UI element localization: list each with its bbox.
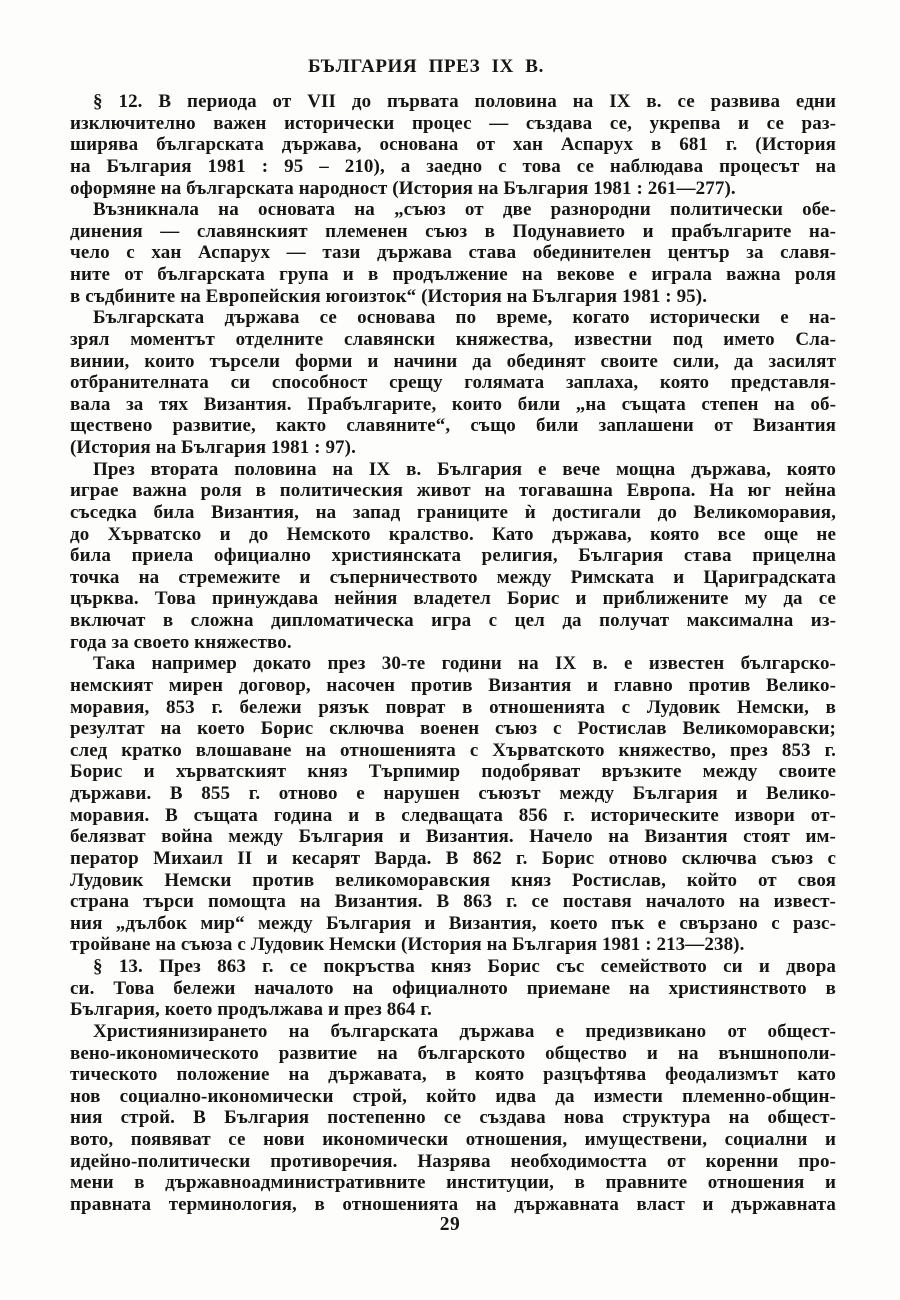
text-line: Борис и хърватският княз Търпимир подобряват връзките между своите: [70, 761, 836, 783]
paragraph: [70, 653, 836, 956]
text-line: ния строй. В България постепенно се създава нова структура на общест-: [70, 1107, 836, 1129]
text-line: Християнизирането на българската държава е предизвикано от общест-: [93, 1020, 836, 1042]
text-line: съседка била Византия, на запад границите ѝ достигали до Великоморавия,: [70, 501, 836, 523]
paragraph: [70, 1021, 836, 1216]
text-line: года за своето княжество.: [70, 631, 292, 653]
text-line: ширява българската държава, основана от хан Аспарух в 681 г. (История: [70, 134, 836, 156]
text-line: мени в държавноадминистративните институции, в правните отношения и: [70, 1172, 836, 1194]
text-line: Възникнала на основата на „съюз от две разнородни политически обе-: [93, 199, 836, 221]
text-line: до Хърватско и до Немското кралство. Като държава, която все още не: [70, 523, 836, 545]
text-line: отбранителната си способност срещу голямата заплаха, която представля-: [70, 372, 836, 394]
text-line: църква. Това принуждава нейния владетел Борис и приближените му да се: [70, 588, 836, 610]
text-line: моравия, 853 г. бележи рязък поврат в отношенията с Лудовик Немски, в: [70, 696, 836, 718]
text-line: (История на България 1981 : 97).: [70, 437, 356, 458]
text-line: зрял моментът отделните славянски княжества, известни под името Сла-: [70, 328, 836, 350]
text-line: немският мирен договор, насочен против Византия и главно против Велико-: [70, 674, 836, 696]
paragraph: [70, 91, 836, 199]
text-line: § 12. В периода от VII до първата половина на IX в. се развива едни: [93, 91, 836, 112]
text-line: в съдбините на Европейския югоизток“ (История на България 1981 : 95).: [70, 285, 708, 307]
text-line: държави. В 855 г. отново е нарушен съюзът между България и Велико-: [70, 783, 836, 804]
text-line: Така например докато през 30-те години на IX в. е известен българско-: [93, 653, 836, 675]
text-line: на България 1981 : 95 – 210), а заедно с това се наблюдава процесът на: [70, 155, 836, 177]
text-line: изключително важен исторически процес — създава се, укрепва и се раз-: [70, 112, 836, 134]
text-line: белязват война между България и Византия. Начело на Византия стоят им-: [70, 826, 836, 848]
text-line: вото, появяват се нови икономически отношения, имуществени, социални и: [70, 1129, 836, 1150]
text-line: била приела официално християнската религия, България става прицелна: [70, 545, 836, 567]
text-line: ните от българската група и в продължение на векове е играла важна роля: [70, 264, 836, 285]
text-line: нов социално-икономически строй, който идва да измести племенно-общин-: [70, 1085, 836, 1107]
paragraph: [70, 199, 836, 307]
text-line: включат в сложна дипломатическа игра с цел да получат максимална из-: [70, 610, 836, 631]
text-line: чело с хан Аспарух — тази държава става обединителен център за славя-: [70, 242, 836, 264]
text-line: вено-икономическото развитие на българското общество и на външнополи-: [70, 1042, 836, 1064]
text-line: § 13. През 863 г. се покръства княз Борис със семейството си и двора: [93, 956, 836, 977]
paragraph: [70, 459, 836, 654]
text-line: резултат на което Борис сключва военен съюз с Ростислав Великоморавски;: [70, 718, 836, 740]
text-line: страна търси помощта на Византия. В 863 г. се поставя началото на извест-: [70, 891, 836, 913]
text-line: тическото положение на държавата, в която разцъфтява феодализмът като: [70, 1064, 836, 1086]
text-line: вала за тях Византия. Прабългарите, които били „на същата степен на об-: [70, 393, 836, 415]
text-line: Лудовик Немски против великоморавския княз Ростислав, който от своя: [70, 869, 836, 891]
text-line: динения — славянският племенен съюз в Подунавието и прабългарите на-: [70, 220, 836, 242]
text-line: винии, които търсели форми и начини да обединят своите сили, да засилят: [70, 350, 836, 372]
text-line: оформяне на българската народност (История на България 1981 : 261—277).: [70, 177, 736, 199]
text-line: след кратко влошаване на отношенията с Хърватското княжество, през 853 г.: [70, 739, 836, 761]
text-line: ществено развитие, както славяните“, също били заплашени от Византия: [70, 415, 836, 437]
text-line: идейно-политически противоречия. Назрява необходимостта от коренни про-: [70, 1150, 836, 1172]
text-line: През втората половина на IX в. България е вече мощна държава, която: [93, 458, 836, 480]
page-number: 29: [439, 1214, 461, 1235]
text-line: ния „дълбок мир“ между България и Византия, което пък е свързано с разс-: [70, 912, 836, 934]
text-line: играе важна роля в политическия живот на тогавашна Европа. На юг нейна: [70, 480, 836, 502]
paragraph: [70, 956, 836, 1021]
page-title: БЪЛГАРИЯ ПРЕЗ IX В.: [308, 56, 544, 77]
text-line: Българската държава се основава по време, когато исторически е на-: [93, 307, 836, 329]
text-line: правната терминология, в отношенията на държавната власт и държавната: [70, 1193, 836, 1215]
text-line: тройване на съюза с Лудовик Немски (История на България 1981 : 213—238).: [70, 934, 745, 956]
text-block: [70, 91, 836, 1216]
text-line: точка на стремежите и съперничеството между Римската и Цариградската: [70, 566, 836, 588]
text-line: си. Това бележи началото на официалното приемане на християнството в: [70, 977, 836, 999]
text-line: България, което продължава и през 864 г.: [70, 999, 432, 1021]
paragraph: [70, 307, 836, 458]
text-line: ператор Михаил II и кесарят Варда. В 862 г. Борис отново сключва съюз с: [70, 847, 836, 869]
text-line: моравия. В същата година и в следващата 856 г. историческите извори от-: [70, 804, 836, 826]
